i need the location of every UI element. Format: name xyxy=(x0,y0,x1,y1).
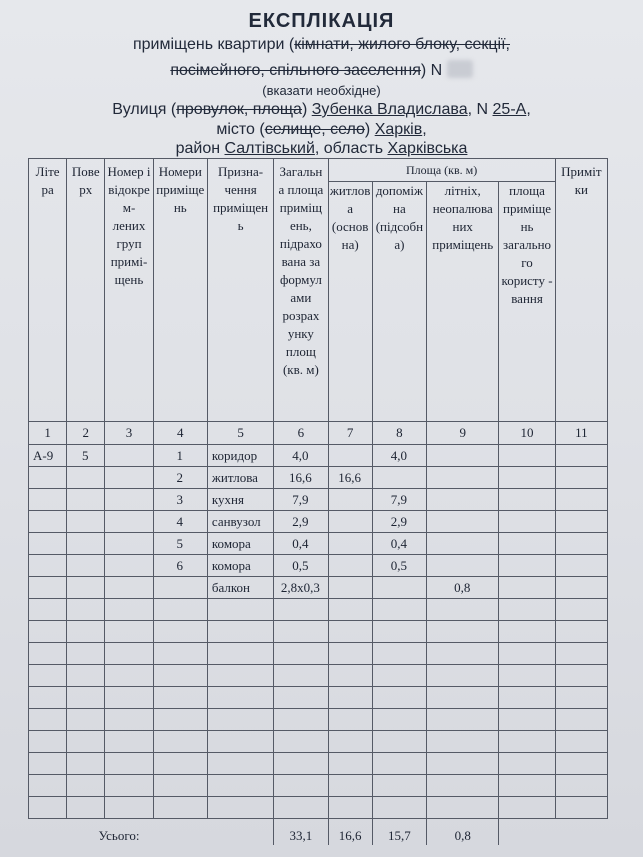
cell-floor xyxy=(67,643,105,665)
cell-floor xyxy=(67,533,105,555)
cell-total: 0,5 xyxy=(274,555,328,577)
district-name: Салтівський xyxy=(224,140,315,157)
cell-litera xyxy=(29,665,67,687)
cell-litera xyxy=(29,753,67,775)
cell-group xyxy=(105,665,153,687)
cell-group xyxy=(105,555,153,577)
cell-total xyxy=(274,731,328,753)
cell-common xyxy=(499,489,555,511)
col-header-notes: Приміт ки xyxy=(555,159,607,422)
column-number-cell: 7 xyxy=(328,422,372,445)
cell-total xyxy=(274,621,328,643)
cell-aux: 2,9 xyxy=(372,511,426,533)
cell-floor xyxy=(67,797,105,819)
cell-purpose xyxy=(207,621,273,643)
cell-living xyxy=(328,797,372,819)
table-row xyxy=(29,467,608,489)
cell-notes xyxy=(555,599,607,621)
col-header-litera: Літе ра xyxy=(29,159,67,422)
cell-common xyxy=(499,511,555,533)
cell-floor xyxy=(67,775,105,797)
column-number-cell: 4 xyxy=(153,422,207,445)
col-header-living: житлов а (основ на) xyxy=(328,182,372,422)
cell-common xyxy=(499,687,555,709)
cell-aux: 0,4 xyxy=(372,533,426,555)
cell-common xyxy=(499,775,555,797)
cell-purpose: житлова xyxy=(207,467,273,489)
cell-floor: 5 xyxy=(67,445,105,467)
table-row xyxy=(29,775,608,797)
cell-group xyxy=(105,797,153,819)
cell-summer xyxy=(427,775,499,797)
cell-purpose xyxy=(207,643,273,665)
city-name: Харків xyxy=(374,121,423,138)
cell-living xyxy=(328,555,372,577)
cell-notes xyxy=(555,687,607,709)
cell-purpose xyxy=(207,797,273,819)
cell-purpose: комора xyxy=(207,555,273,577)
cell-total xyxy=(274,709,328,731)
cell-room xyxy=(153,775,207,797)
table-row xyxy=(29,621,608,643)
cell-summer xyxy=(427,467,499,489)
cell-summer: 0,8 xyxy=(427,577,499,599)
cell-summer xyxy=(427,489,499,511)
cell-group xyxy=(105,445,153,467)
cell-aux xyxy=(372,599,426,621)
cell-notes xyxy=(555,621,607,643)
cell-notes xyxy=(555,445,607,467)
cell-purpose xyxy=(207,731,273,753)
region-name: Харківська xyxy=(387,140,468,157)
house-tail: , xyxy=(526,101,531,118)
cell-notes xyxy=(555,533,607,555)
cell-room: 4 xyxy=(153,511,207,533)
cell-floor xyxy=(67,621,105,643)
table-row xyxy=(29,555,608,577)
cell-floor xyxy=(67,753,105,775)
cell-room xyxy=(153,731,207,753)
cell-summer xyxy=(427,753,499,775)
cell-summer xyxy=(427,643,499,665)
cell-floor xyxy=(67,731,105,753)
cell-aux xyxy=(372,797,426,819)
cell-aux xyxy=(372,753,426,775)
struck-option-1: кімнати, жилого блоку, секції, xyxy=(294,36,510,53)
street-struck: провулок, площа xyxy=(176,101,302,118)
district-line xyxy=(0,140,643,158)
cell-total xyxy=(274,797,328,819)
cell-purpose xyxy=(207,665,273,687)
cell-living xyxy=(328,753,372,775)
cell-living xyxy=(328,511,372,533)
cell-summer xyxy=(427,665,499,687)
table-row xyxy=(29,665,608,687)
table-row xyxy=(29,489,608,511)
cell-group xyxy=(105,467,153,489)
cell-room xyxy=(153,599,207,621)
cell-common xyxy=(499,445,555,467)
cell-notes xyxy=(555,665,607,687)
cell-floor xyxy=(67,489,105,511)
cell-floor xyxy=(67,511,105,533)
cell-common xyxy=(499,533,555,555)
col-header-summer: літніх, неопалюва них приміщень xyxy=(427,182,499,422)
cell-living xyxy=(328,489,372,511)
totals-notes xyxy=(555,819,607,846)
cell-room xyxy=(153,797,207,819)
column-number-cell: 5 xyxy=(207,422,273,445)
cell-group xyxy=(105,753,153,775)
cell-room: 2 xyxy=(153,467,207,489)
cell-group xyxy=(105,731,153,753)
house-label: , N xyxy=(467,101,489,118)
totals-summer: 0,8 xyxy=(427,819,499,846)
cell-aux: 7,9 xyxy=(372,489,426,511)
cell-living xyxy=(328,731,372,753)
cell-litera xyxy=(29,467,67,489)
cell-total: 2,8х0,3 xyxy=(274,577,328,599)
cell-room xyxy=(153,621,207,643)
cell-group xyxy=(105,621,153,643)
table-row xyxy=(29,709,608,731)
cell-litera xyxy=(29,555,67,577)
city-line xyxy=(0,121,643,139)
col-header-auxiliary: допоміж на (підсобн а) xyxy=(372,182,426,422)
cell-common xyxy=(499,753,555,775)
col-header-floor: Пове рх xyxy=(67,159,105,422)
column-number-cell: 8 xyxy=(372,422,426,445)
cell-aux xyxy=(372,643,426,665)
cell-purpose xyxy=(207,687,273,709)
cell-total: 0,4 xyxy=(274,533,328,555)
cell-total xyxy=(274,599,328,621)
table-row xyxy=(29,731,608,753)
cell-room xyxy=(153,577,207,599)
cell-group xyxy=(105,643,153,665)
column-number-cell: 10 xyxy=(499,422,555,445)
table-row xyxy=(29,797,608,819)
column-number-cell: 6 xyxy=(274,422,328,445)
table-row xyxy=(29,643,608,665)
cell-litera: А-9 xyxy=(29,445,67,467)
cell-notes xyxy=(555,797,607,819)
cell-purpose: кухня xyxy=(207,489,273,511)
table-row xyxy=(29,445,608,467)
table-row xyxy=(29,511,608,533)
cell-aux xyxy=(372,665,426,687)
district-label: район xyxy=(175,140,221,157)
col-header-total-area: Загальн а площа приміщ ень, підрахо вана за формул ами розрах унку площ (кв. м) xyxy=(274,159,328,422)
cell-room: 3 xyxy=(153,489,207,511)
cell-group xyxy=(105,599,153,621)
apartment-number-label: ) N xyxy=(420,62,443,79)
cell-litera xyxy=(29,709,67,731)
cell-purpose: санвузол xyxy=(207,511,273,533)
street-close: ) xyxy=(301,101,308,118)
cell-group xyxy=(105,533,153,555)
column-number-cell: 1 xyxy=(29,422,67,445)
table-row xyxy=(29,577,608,599)
cell-total xyxy=(274,665,328,687)
cell-living xyxy=(328,599,372,621)
cell-litera xyxy=(29,687,67,709)
cell-summer xyxy=(427,797,499,819)
cell-common xyxy=(499,665,555,687)
totals-common xyxy=(499,819,555,846)
cell-purpose xyxy=(207,599,273,621)
cell-notes xyxy=(555,709,607,731)
cell-common xyxy=(499,731,555,753)
col-header-common: площа приміще нь загально го користу - вання xyxy=(499,182,555,422)
cell-litera xyxy=(29,511,67,533)
subtitle-text: приміщень квартири ( xyxy=(132,36,295,53)
totals-label: Усього: xyxy=(98,828,140,843)
cell-living xyxy=(328,621,372,643)
cell-group xyxy=(105,489,153,511)
cell-living xyxy=(328,577,372,599)
cell-group xyxy=(105,775,153,797)
cell-litera xyxy=(29,621,67,643)
house-number: 25-А xyxy=(492,101,527,118)
cell-common xyxy=(499,467,555,489)
cell-notes xyxy=(555,467,607,489)
city-label: місто ( xyxy=(216,121,265,138)
explication-table xyxy=(28,158,608,845)
cell-litera xyxy=(29,599,67,621)
cell-total: 2,9 xyxy=(274,511,328,533)
cell-floor xyxy=(67,665,105,687)
note-line: (вказати необхідне) xyxy=(262,83,381,98)
cell-purpose xyxy=(207,709,273,731)
cell-summer xyxy=(427,731,499,753)
cell-living xyxy=(328,533,372,555)
cell-floor xyxy=(67,467,105,489)
cell-living xyxy=(328,687,372,709)
cell-floor xyxy=(67,555,105,577)
cell-summer xyxy=(427,533,499,555)
table-row xyxy=(29,753,608,775)
cell-total: 4,0 xyxy=(274,445,328,467)
cell-notes xyxy=(555,643,607,665)
cell-summer xyxy=(427,621,499,643)
cell-common xyxy=(499,621,555,643)
cell-notes xyxy=(555,555,607,577)
region-label: , область xyxy=(314,140,384,157)
cell-room xyxy=(153,665,207,687)
cell-summer xyxy=(427,709,499,731)
cell-group xyxy=(105,687,153,709)
cell-litera xyxy=(29,797,67,819)
cell-aux xyxy=(372,467,426,489)
cell-notes xyxy=(555,731,607,753)
column-number-cell: 3 xyxy=(105,422,153,445)
cell-summer xyxy=(427,511,499,533)
col-header-purpose: Призна- чення приміщен ь xyxy=(207,159,273,422)
cell-room xyxy=(153,709,207,731)
document-title: ЕКСПЛІКАЦІЯ xyxy=(248,10,395,32)
city-struck: селище, село xyxy=(264,121,365,138)
cell-notes xyxy=(555,775,607,797)
cell-aux: 4,0 xyxy=(372,445,426,467)
totals-living: 16,6 xyxy=(328,819,372,846)
subtitle-line-2 xyxy=(0,60,643,80)
col-header-area-group: Площа (кв. м) xyxy=(328,159,555,182)
cell-aux xyxy=(372,577,426,599)
cell-notes xyxy=(555,577,607,599)
cell-floor xyxy=(67,577,105,599)
cell-common xyxy=(499,577,555,599)
cell-total xyxy=(274,643,328,665)
cell-aux xyxy=(372,709,426,731)
cell-litera xyxy=(29,533,67,555)
cell-common xyxy=(499,555,555,577)
cell-summer xyxy=(427,555,499,577)
cell-common xyxy=(499,643,555,665)
cell-litera xyxy=(29,577,67,599)
cell-living xyxy=(328,775,372,797)
cell-total xyxy=(274,775,328,797)
table-row xyxy=(29,533,608,555)
table-row xyxy=(29,599,608,621)
cell-notes xyxy=(555,753,607,775)
struck-option-2: посімейного, спільного заселення xyxy=(170,62,421,79)
cell-room xyxy=(153,753,207,775)
cell-litera xyxy=(29,489,67,511)
street-label: Вулиця ( xyxy=(112,101,177,118)
table-body xyxy=(29,445,608,819)
cell-floor xyxy=(67,687,105,709)
totals-total-area: 33,1 xyxy=(274,819,328,846)
cell-living xyxy=(328,709,372,731)
column-number-cell: 11 xyxy=(555,422,607,445)
cell-aux: 0,5 xyxy=(372,555,426,577)
cell-aux xyxy=(372,775,426,797)
cell-aux xyxy=(372,731,426,753)
cell-summer xyxy=(427,445,499,467)
cell-living xyxy=(328,665,372,687)
cell-floor xyxy=(67,599,105,621)
cell-summer xyxy=(427,687,499,709)
cell-purpose xyxy=(207,753,273,775)
table-row xyxy=(29,687,608,709)
col-header-room-numbers: Номери приміще нь xyxy=(153,159,207,422)
cell-total xyxy=(274,687,328,709)
totals-auxiliary: 15,7 xyxy=(372,819,426,846)
city-tail: , xyxy=(422,121,427,138)
cell-notes xyxy=(555,489,607,511)
cell-litera xyxy=(29,775,67,797)
cell-aux xyxy=(372,621,426,643)
cell-living xyxy=(328,445,372,467)
cell-group xyxy=(105,577,153,599)
col-header-group-number: Номер і відокре м- лених груп примі- щень xyxy=(105,159,153,422)
cell-total: 7,9 xyxy=(274,489,328,511)
column-number-row xyxy=(29,422,608,445)
cell-purpose: комора xyxy=(207,533,273,555)
subtitle-line-1 xyxy=(0,36,643,54)
cell-common xyxy=(499,797,555,819)
city-close: ) xyxy=(364,121,371,138)
redacted-apartment-number xyxy=(447,60,473,78)
street-line xyxy=(0,101,643,119)
cell-total: 16,6 xyxy=(274,467,328,489)
cell-purpose: балкон xyxy=(207,577,273,599)
column-number-cell: 2 xyxy=(67,422,105,445)
cell-floor xyxy=(67,709,105,731)
cell-summer xyxy=(427,599,499,621)
cell-aux xyxy=(372,687,426,709)
cell-room: 1 xyxy=(153,445,207,467)
street-name: Зубенка Владислава xyxy=(311,101,468,118)
cell-litera xyxy=(29,731,67,753)
totals-row xyxy=(29,819,608,846)
cell-group xyxy=(105,709,153,731)
cell-common xyxy=(499,599,555,621)
cell-litera xyxy=(29,643,67,665)
cell-purpose xyxy=(207,775,273,797)
cell-living xyxy=(328,643,372,665)
column-number-cell: 9 xyxy=(427,422,499,445)
cell-room xyxy=(153,643,207,665)
cell-room: 5 xyxy=(153,533,207,555)
cell-purpose: коридор xyxy=(207,445,273,467)
cell-room: 6 xyxy=(153,555,207,577)
cell-room xyxy=(153,687,207,709)
cell-notes xyxy=(555,511,607,533)
cell-living: 16,6 xyxy=(328,467,372,489)
cell-common xyxy=(499,709,555,731)
cell-total xyxy=(274,753,328,775)
cell-group xyxy=(105,511,153,533)
